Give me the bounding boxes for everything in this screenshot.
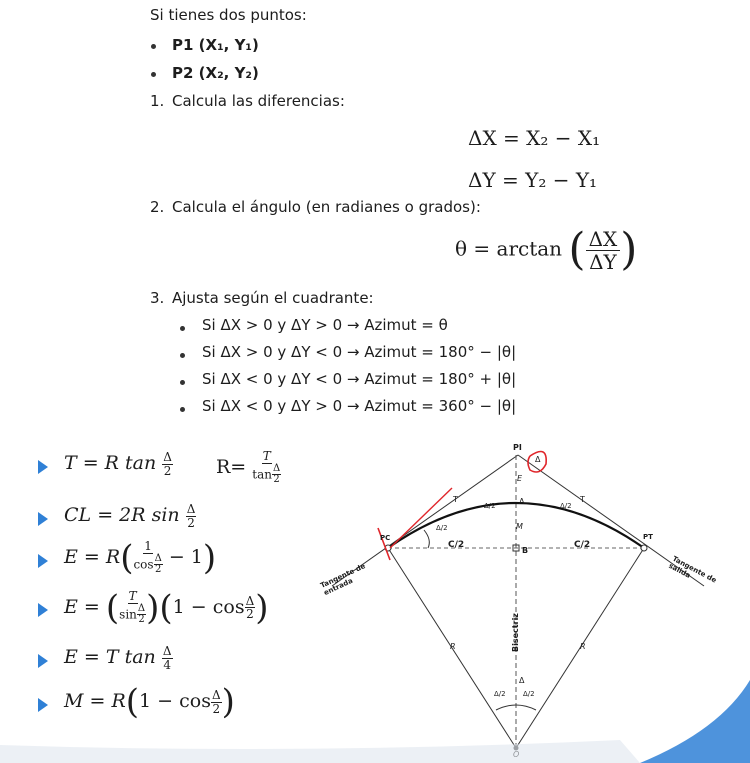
label-t-right: T [580, 495, 585, 504]
label-delta: Δ [535, 455, 541, 464]
formula-middle-ordinate: M = R(1 − cos $\frac{\Delta}{2}$ ) [64, 682, 235, 722]
label-half-delta-top-left: Δ/2 [484, 502, 496, 510]
label-half-delta-pc: Δ/2 [436, 524, 448, 532]
label-central-delta: Δ [519, 676, 525, 685]
label-half-chord-right: C/2 [574, 540, 591, 550]
quadrant-rule: Si ΔX < 0 y ΔY > 0 → Azimut = 360° − |θ| [202, 397, 517, 415]
formula-external-3: E = T tan $\frac{\Delta}{4}$ [64, 644, 172, 672]
label-half-delta-bottom-left: Δ/2 [494, 690, 506, 698]
label-tangent-in: Tangente de entrada [319, 562, 367, 598]
step-label: Calcula el ángulo (en radianes o grados): [172, 198, 481, 216]
label-tangent-out: Tangente de salida [667, 554, 718, 585]
label-r-left: R [450, 642, 456, 651]
label-pt: PT [643, 533, 653, 541]
quadrant-rule: Si ΔX < 0 y ΔY < 0 → Azimut = 180° + |θ| [202, 370, 517, 388]
quadrant-rule: Si ΔX > 0 y ΔY < 0 → Azimut = 180° − |θ| [202, 343, 517, 361]
label-m: M [516, 522, 523, 531]
label-a: A [519, 497, 525, 506]
step-number: 2. [150, 198, 165, 216]
equation-theta: θ = arctan ( $\frac{\Delta X}{\Delta Y}$ ) [455, 224, 638, 275]
quadrant-rule: Si ΔX > 0 y ΔY > 0 → Azimut = θ [202, 316, 448, 334]
formula-chord: CL = 2R sin $\frac{\Delta}{2}$ [64, 502, 196, 530]
formula-external-1: E = R( 1 cos $\frac{\Delta}{2}$ − 1) [64, 537, 217, 578]
label-bisectrix: Bisectriz [510, 613, 520, 652]
intro-text: Si tienes dos puntos: [150, 6, 307, 24]
label-half-delta-bottom-right: Δ/2 [523, 690, 535, 698]
formula-external-2: E = ( T sin $\frac{\Delta}{2}$ )(1 − cos $\frac{\Delta}{2}$ ) [64, 587, 269, 628]
label-t-left: T [453, 495, 458, 504]
equation-dx: ΔX = X₂ − X₁ [468, 126, 601, 150]
formula-radius: R= T tan $\frac{\Delta}{2}$ [216, 449, 281, 486]
label-half-chord-left: C/2 [448, 540, 465, 550]
formula-tangent: T = R tan $\frac{\Delta}{2}$ [64, 450, 172, 478]
point-p2: P2 (X₂, Y₂) [172, 64, 259, 82]
step-number: 1. [150, 92, 165, 110]
label-b: B [522, 546, 529, 555]
label-e: E [517, 474, 523, 483]
label-pi: PI [513, 443, 522, 452]
equation-dy: ΔY = Y₂ − Y₁ [468, 168, 598, 192]
label-half-delta-top-right: Δ/2 [560, 502, 572, 510]
label-r-right: R [580, 642, 586, 651]
step-label: Ajusta según el cuadrante: [172, 289, 374, 307]
point-p1: P1 (X₁, Y₁) [172, 36, 259, 54]
step-label: Calcula las diferencias: [172, 92, 345, 110]
label-pc: PC [380, 534, 391, 542]
step-number: 3. [150, 289, 165, 307]
